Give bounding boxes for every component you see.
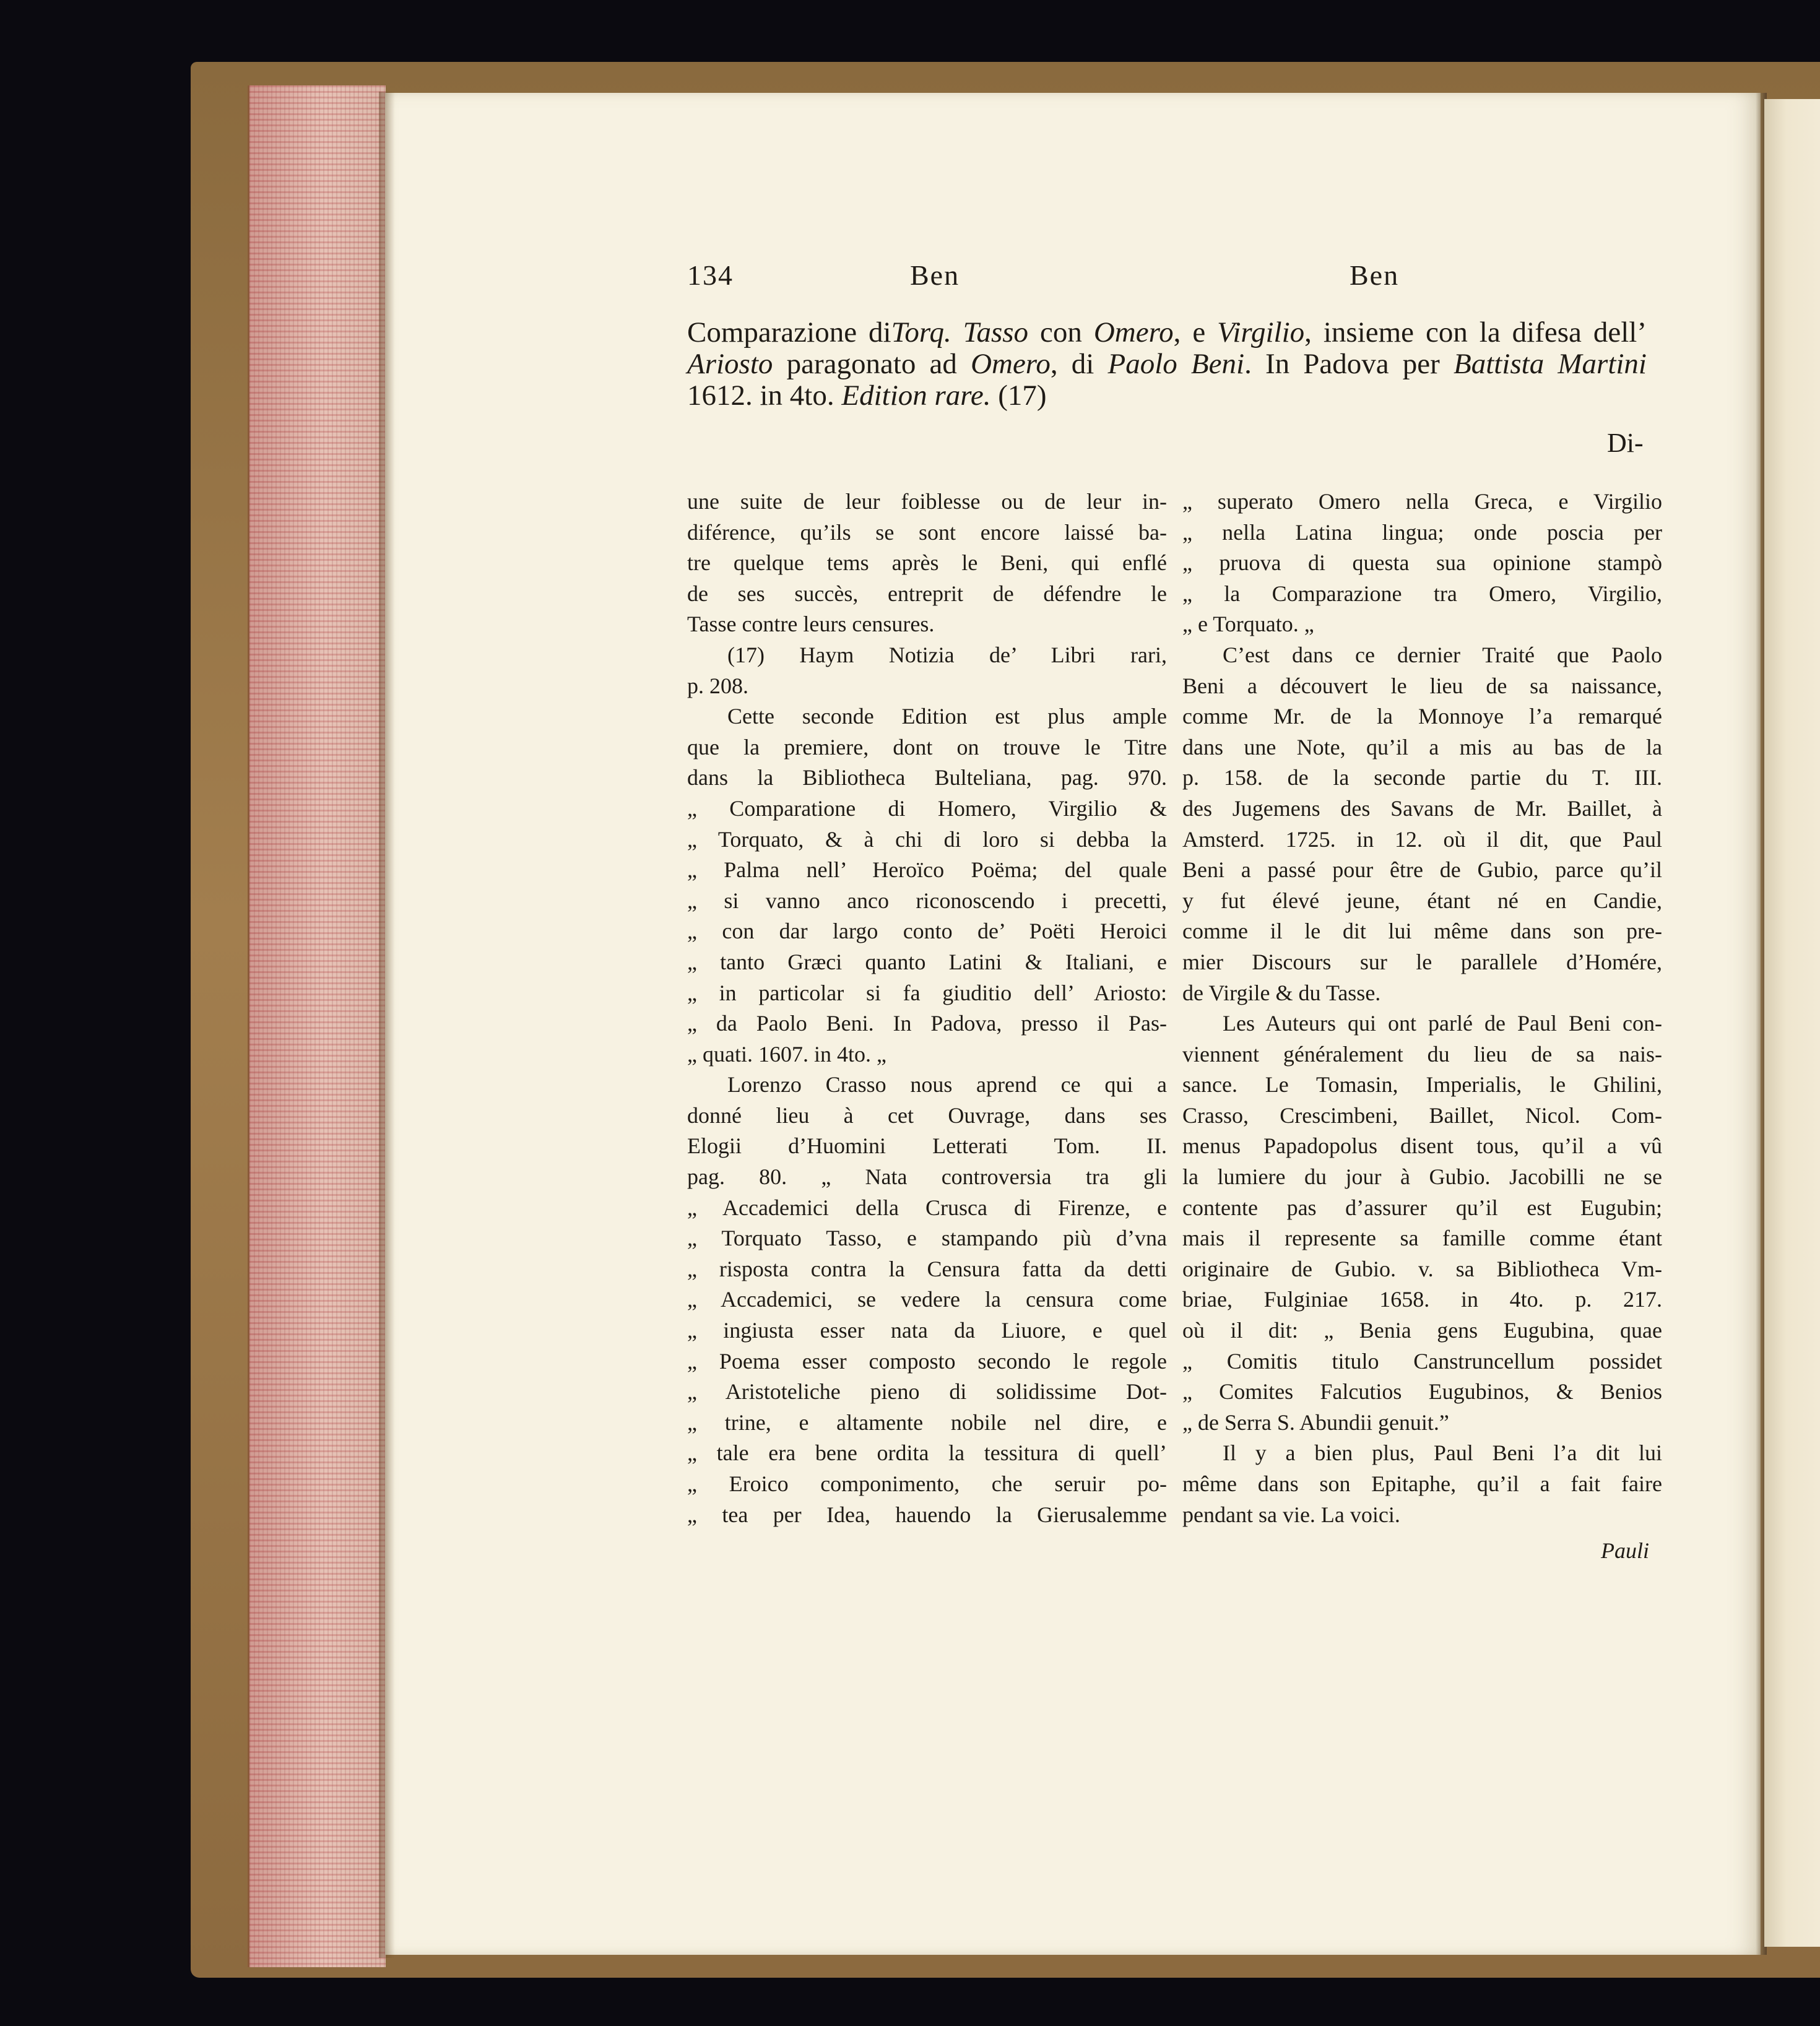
text-line: „ superato Omero nella Greca, e Virgilio [1182, 489, 1662, 514]
left-column [687, 487, 1167, 1530]
title-segment: con [1028, 316, 1094, 348]
title-segment: Omero [1093, 316, 1174, 348]
text-line: „ Comparatione di Homero, Virgilio & [687, 795, 1167, 821]
text-line: „ tanto Græci quanto Latini & Italiani, e [687, 949, 1167, 974]
text-line: Crasso, Crescimbeni, Baillet, Nicol. Com- [1182, 1102, 1662, 1128]
text-line: „ risposta contra la Censura fatta da detti [687, 1256, 1167, 1281]
gutter-shadow [379, 92, 395, 1958]
text-line: „ pruova di questa sua opinione stampò [1182, 550, 1662, 576]
text-line: „ ingiusta esser nata da Liuore, e quel [687, 1318, 1167, 1343]
page-number: 134 [687, 259, 734, 291]
title-segment: , di [1050, 348, 1108, 380]
text-line: la lumiere du jour à Gubio. Jacobilli ne se [1182, 1164, 1662, 1190]
text-line: viennent généralement du lieu de sa nais- [1182, 1041, 1662, 1067]
text-line: „ trine, e altamente nobile nel dire, e [687, 1409, 1167, 1435]
text-line: pendant sa vie. La voici. [1182, 1502, 1400, 1527]
text-line: „ Torquato Tasso, e stampando più d’vna [687, 1226, 1167, 1251]
title-segment: Edition rare. [841, 379, 991, 412]
text-line: Cette seconde Edition est plus ample [727, 704, 1167, 729]
text-line: Lorenzo Crasso nous aprend ce qui a [727, 1072, 1167, 1097]
title-segment: Paolo Beni [1107, 348, 1245, 380]
text-line: „ la Comparazione tra Omero, Virgilio, [1182, 581, 1662, 606]
facing-page-edge [1764, 99, 1820, 1947]
text-line: tre quelque tems après le Beni, qui enflé [687, 550, 1167, 576]
text-line: p. 208. [687, 673, 748, 698]
text-line: Beni a découvert le lieu de sa naissance, [1182, 673, 1662, 698]
text-line: donné lieu à cet Ouvrage, dans ses [687, 1102, 1167, 1128]
text-line: comme il le dit lui même dans son pre- [1182, 919, 1662, 944]
catchword-bottom: Pauli [1601, 1538, 1649, 1563]
text-line: „ Eroico componimento, che seruir po- [687, 1471, 1167, 1496]
title-segment: 1612. in 4to. [687, 379, 842, 412]
text-line: Tasse contre leurs censures. [687, 612, 935, 637]
text-line: „ Aristoteliche pieno di solidissime Dot- [687, 1379, 1167, 1405]
running-head-left: Ben [910, 259, 960, 291]
title-segment: (17) [990, 379, 1047, 412]
text-line: „ nella Latina lingua; onde poscia per [1182, 519, 1662, 545]
text-line: p. 158. de la seconde partie du T. III. [1182, 765, 1662, 790]
title-segment: Battista Martini [1453, 348, 1647, 380]
title-segment: Virgilio [1217, 316, 1305, 348]
text-line: briae, Fulginiae 1658. in 4to. p. 217. [1182, 1287, 1662, 1312]
text-line: „ in particolar si fa giuditio dell’ Ariosto: [687, 980, 1167, 1005]
title-segment: paragonato ad [773, 348, 971, 380]
text-line: contente pas d’assurer qu’il est Eugubin; [1182, 1195, 1662, 1220]
text-line: menus Papadopolus disent tous, qu’il a vû [1182, 1133, 1662, 1159]
text-line: mais il represente sa famille comme étant [1182, 1226, 1662, 1251]
text-line: „ con dar largo conto de’ Poëti Heroici [687, 919, 1167, 944]
text-line: même dans son Epitaphe, qu’il a fait faire [1182, 1471, 1662, 1496]
text-line: „ Torquato, & à chi di loro si debba la [687, 826, 1167, 852]
text-line: dans une Note, qu’il a mis au bas de la [1182, 734, 1662, 760]
title-segment: Omero [971, 348, 1051, 380]
text-line: „ Comitis titulo Canstruncellum possidet [1182, 1348, 1662, 1374]
text-line: y fut élevé jeune, étant né en Candie, [1182, 888, 1662, 913]
text-line: „ Poema esser composto secondo le regole [687, 1348, 1167, 1374]
title-entry [687, 317, 1647, 412]
text-line: pag. 80. „ Nata controversia tra gli [687, 1164, 1167, 1190]
text-line: diférence, qu’ils se sont encore laissé ba- [687, 519, 1167, 545]
text-line: Elogii d’Huomini Letterati Tom. II. [687, 1133, 1167, 1159]
text-line: Amsterd. 1725. in 12. où il dit, que Paul [1182, 826, 1662, 852]
text-line: „ Comites Falcutios Eugubinos, & Benios [1182, 1379, 1662, 1405]
text-line: „ Accademici, se vedere la censura come [687, 1287, 1167, 1312]
text-line: que la premiere, dont on trouve le Titre [687, 734, 1167, 760]
text-line: „ e Torquato. „ [1182, 612, 1314, 637]
catchword-top: Di- [1607, 428, 1644, 458]
text-line: comme Mr. de la Monnoye l’a remarqué [1182, 704, 1662, 729]
text-line: de ses succès, entreprit de défendre le [687, 581, 1167, 606]
title-segment: Comparazione di [687, 316, 891, 348]
title-segment: Ariosto [687, 348, 773, 380]
text-line: mier Discours sur le parallele d’Homére, [1182, 949, 1662, 974]
text-line: „ quati. 1607. in 4to. „ [687, 1041, 886, 1067]
text-line: „ de Serra S. Abundii genuit.” [1182, 1409, 1449, 1435]
running-head-right: Ben [1350, 259, 1400, 291]
text-line: des Jugemens des Savans de Mr. Baillet, à [1182, 795, 1662, 821]
page-edges [248, 85, 386, 1967]
text-line: Beni a passé pour être de Gubio, parce qu’il [1182, 857, 1662, 883]
text-line: où il dit: „ Benia gens Eugubina, quae [1182, 1318, 1662, 1343]
text-line: une suite de leur foiblesse ou de leur in- [687, 489, 1167, 514]
title-segment: Torq. Tasso [891, 316, 1029, 348]
text-line: de Virgile & du Tasse. [1182, 980, 1381, 1005]
right-column [1182, 487, 1662, 1530]
text-line: „ tale era bene ordita la tessitura di quell’ [687, 1440, 1167, 1466]
title-segment: . In Padova per [1244, 348, 1454, 380]
text-line: „ Accademici della Crusca di Firenze, e [687, 1195, 1167, 1220]
title-segment: , insieme con la difesa dell’ [1304, 316, 1647, 348]
title-segment: , e [1173, 316, 1218, 348]
text-line: „ tea per Idea, hauendo la Gierusalemme [687, 1502, 1167, 1527]
text-line: C’est dans ce dernier Traité que Paolo [1223, 642, 1662, 667]
text-line: (17) Haym Notizia de’ Libri rari, [727, 642, 1167, 667]
text-line: „ si vanno anco riconoscendo i precetti, [687, 888, 1167, 913]
text-line: Il y a bien plus, Paul Beni l’a dit lui [1223, 1440, 1662, 1466]
text-line: „ da Paolo Beni. In Padova, presso il Pas- [687, 1011, 1167, 1036]
text-line: dans la Bibliotheca Bulteliana, pag. 970. [687, 765, 1167, 790]
text-line: „ Palma nell’ Heroïco Poëma; del quale [687, 857, 1167, 883]
text-line: originaire de Gubio. v. sa Bibliotheca Vm- [1182, 1256, 1662, 1281]
text-line: sance. Le Tomasin, Imperialis, le Ghilini, [1182, 1072, 1662, 1097]
running-head [687, 259, 1411, 296]
text-line: Les Auteurs qui ont parlé de Paul Beni con- [1223, 1011, 1662, 1036]
